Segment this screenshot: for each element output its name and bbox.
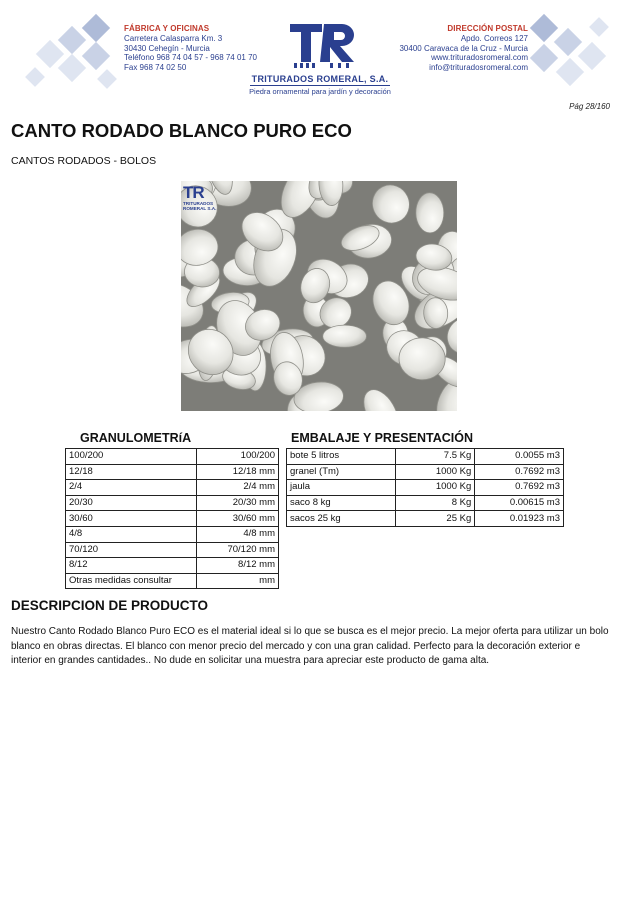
factory-address-line: Carretera Calasparra Km. 3	[124, 34, 223, 43]
packaging-table	[286, 448, 564, 527]
packaging-volume: 0.0055 m3	[475, 449, 564, 465]
granulometry-row	[66, 480, 279, 496]
product-category: CANTOS RODADOS - BOLOS	[11, 155, 157, 167]
logo-divider	[250, 85, 390, 86]
factory-address-title: FÁBRICA Y OFICINAS	[124, 24, 210, 33]
postal-address-title: DIRECCIÓN POSTAL	[447, 24, 528, 33]
tr-logo-icon	[288, 22, 360, 68]
company-name: TRITURADOS ROMERAL, S.A.	[251, 74, 389, 84]
factory-address-line: 30430 Cehegín - Murcia	[124, 43, 210, 53]
granulometry-name: Otras medidas consultar	[66, 573, 197, 589]
packaging-row	[287, 511, 564, 527]
packaging-type: jaula	[287, 480, 396, 496]
photo-watermark-name: TRITURADOS	[183, 201, 214, 206]
company-tagline: Piedra ornamental para jardín y decoración	[249, 87, 391, 96]
website-link[interactable]: www.trituradosromeral.com	[431, 53, 528, 63]
granulometry-row	[66, 495, 279, 511]
granulometry-name: 20/30	[66, 495, 197, 511]
packaging-weight: 8 Kg	[395, 495, 475, 511]
granulometry-row	[66, 558, 279, 574]
packaging-weight: 25 Kg	[395, 511, 475, 527]
letterhead	[0, 0, 638, 100]
granulometry-name: 8/12	[66, 558, 197, 574]
packaging-volume: 0.7692 m3	[475, 480, 564, 496]
granulometry-name: 70/120	[66, 542, 197, 558]
packaging-type: saco 8 kg	[287, 495, 396, 511]
photo-watermark-mark: TR	[183, 183, 204, 202]
packaging-row	[287, 464, 564, 480]
factory-phone: Teléfono 968 74 04 57 - 968 74 01 70	[124, 53, 257, 63]
granulometry-row	[66, 511, 279, 527]
granulometry-name: 30/60	[66, 511, 197, 527]
product-title: CANTO RODADO BLANCO PURO ECO	[11, 120, 352, 141]
granulometry-name: 2/4	[66, 480, 197, 496]
granulometry-row	[66, 526, 279, 542]
packaging-weight: 7.5 Kg	[395, 449, 475, 465]
packaging-type: granel (Tm)	[287, 464, 396, 480]
packaging-volume: 0.7692 m3	[475, 464, 564, 480]
postal-address-block	[368, 24, 528, 72]
granulometry-name: 12/18	[66, 464, 197, 480]
granulometry-row	[66, 464, 279, 480]
granulometry-size: 20/30 mm	[196, 495, 278, 511]
granulometry-row	[66, 449, 279, 465]
granulometry-size: 30/60 mm	[196, 511, 278, 527]
granulometry-size: 2/4 mm	[196, 480, 278, 496]
postal-box: Apdo. Correos 127	[460, 34, 528, 43]
packaging-volume: 0.00615 m3	[475, 495, 564, 511]
granulometry-name: 100/200	[66, 449, 197, 465]
packaging-volume: 0.01923 m3	[475, 511, 564, 527]
description-text: Nuestro Canto Rodado Blanco Puro ECO es el material ideal si lo que se busca es el mejor precio. La mejor oferta para utilizar un bolo blanco en obras directas. El blanco con menor precio del mercado y con una gran calidad. Perfecto para la decoración exterior e interior en grandes cantidades.. No dude en solicitar una muestra para apreciar este producto de gama alta.	[11, 626, 609, 667]
granulometry-table	[65, 448, 279, 589]
packaging-row	[287, 449, 564, 465]
granulometry-size: 8/12 mm	[196, 558, 278, 574]
granulometry-name: 4/8	[66, 526, 197, 542]
granulometry-size: 100/200	[196, 449, 278, 465]
email-link[interactable]: info@trituradosromeral.com	[429, 62, 528, 72]
packaging-row	[287, 495, 564, 511]
photo-watermark-name: ROMERAL S.A.	[183, 206, 217, 212]
postal-city: 30400 Caravaca de la Cruz - Murcia	[399, 43, 528, 53]
granulometry-heading: GRANULOMETRíA	[80, 431, 192, 445]
granulometry-size: mm	[196, 573, 278, 589]
packaging-weight: 1000 Kg	[395, 480, 475, 496]
granulometry-row	[66, 542, 279, 558]
packaging-heading: EMBALAJE Y PRESENTACIÓN	[291, 431, 473, 445]
description-heading: DESCRIPCION DE PRODUCTO	[11, 598, 209, 613]
packaging-row	[287, 480, 564, 496]
product-photo	[181, 181, 457, 411]
granulometry-row	[66, 573, 279, 589]
granulometry-size: 70/120 mm	[196, 542, 278, 558]
photo-watermark-logo	[183, 184, 227, 218]
packaging-type: sacos 25 kg	[287, 511, 396, 527]
factory-fax: Fax 968 74 02 50	[124, 62, 187, 72]
packaging-type: bote 5 litros	[287, 449, 396, 465]
granulometry-size: 12/18 mm	[196, 464, 278, 480]
granulometry-size: 4/8 mm	[196, 526, 278, 542]
page-number: Pág 28/160	[569, 102, 610, 111]
packaging-weight: 1000 Kg	[395, 464, 475, 480]
